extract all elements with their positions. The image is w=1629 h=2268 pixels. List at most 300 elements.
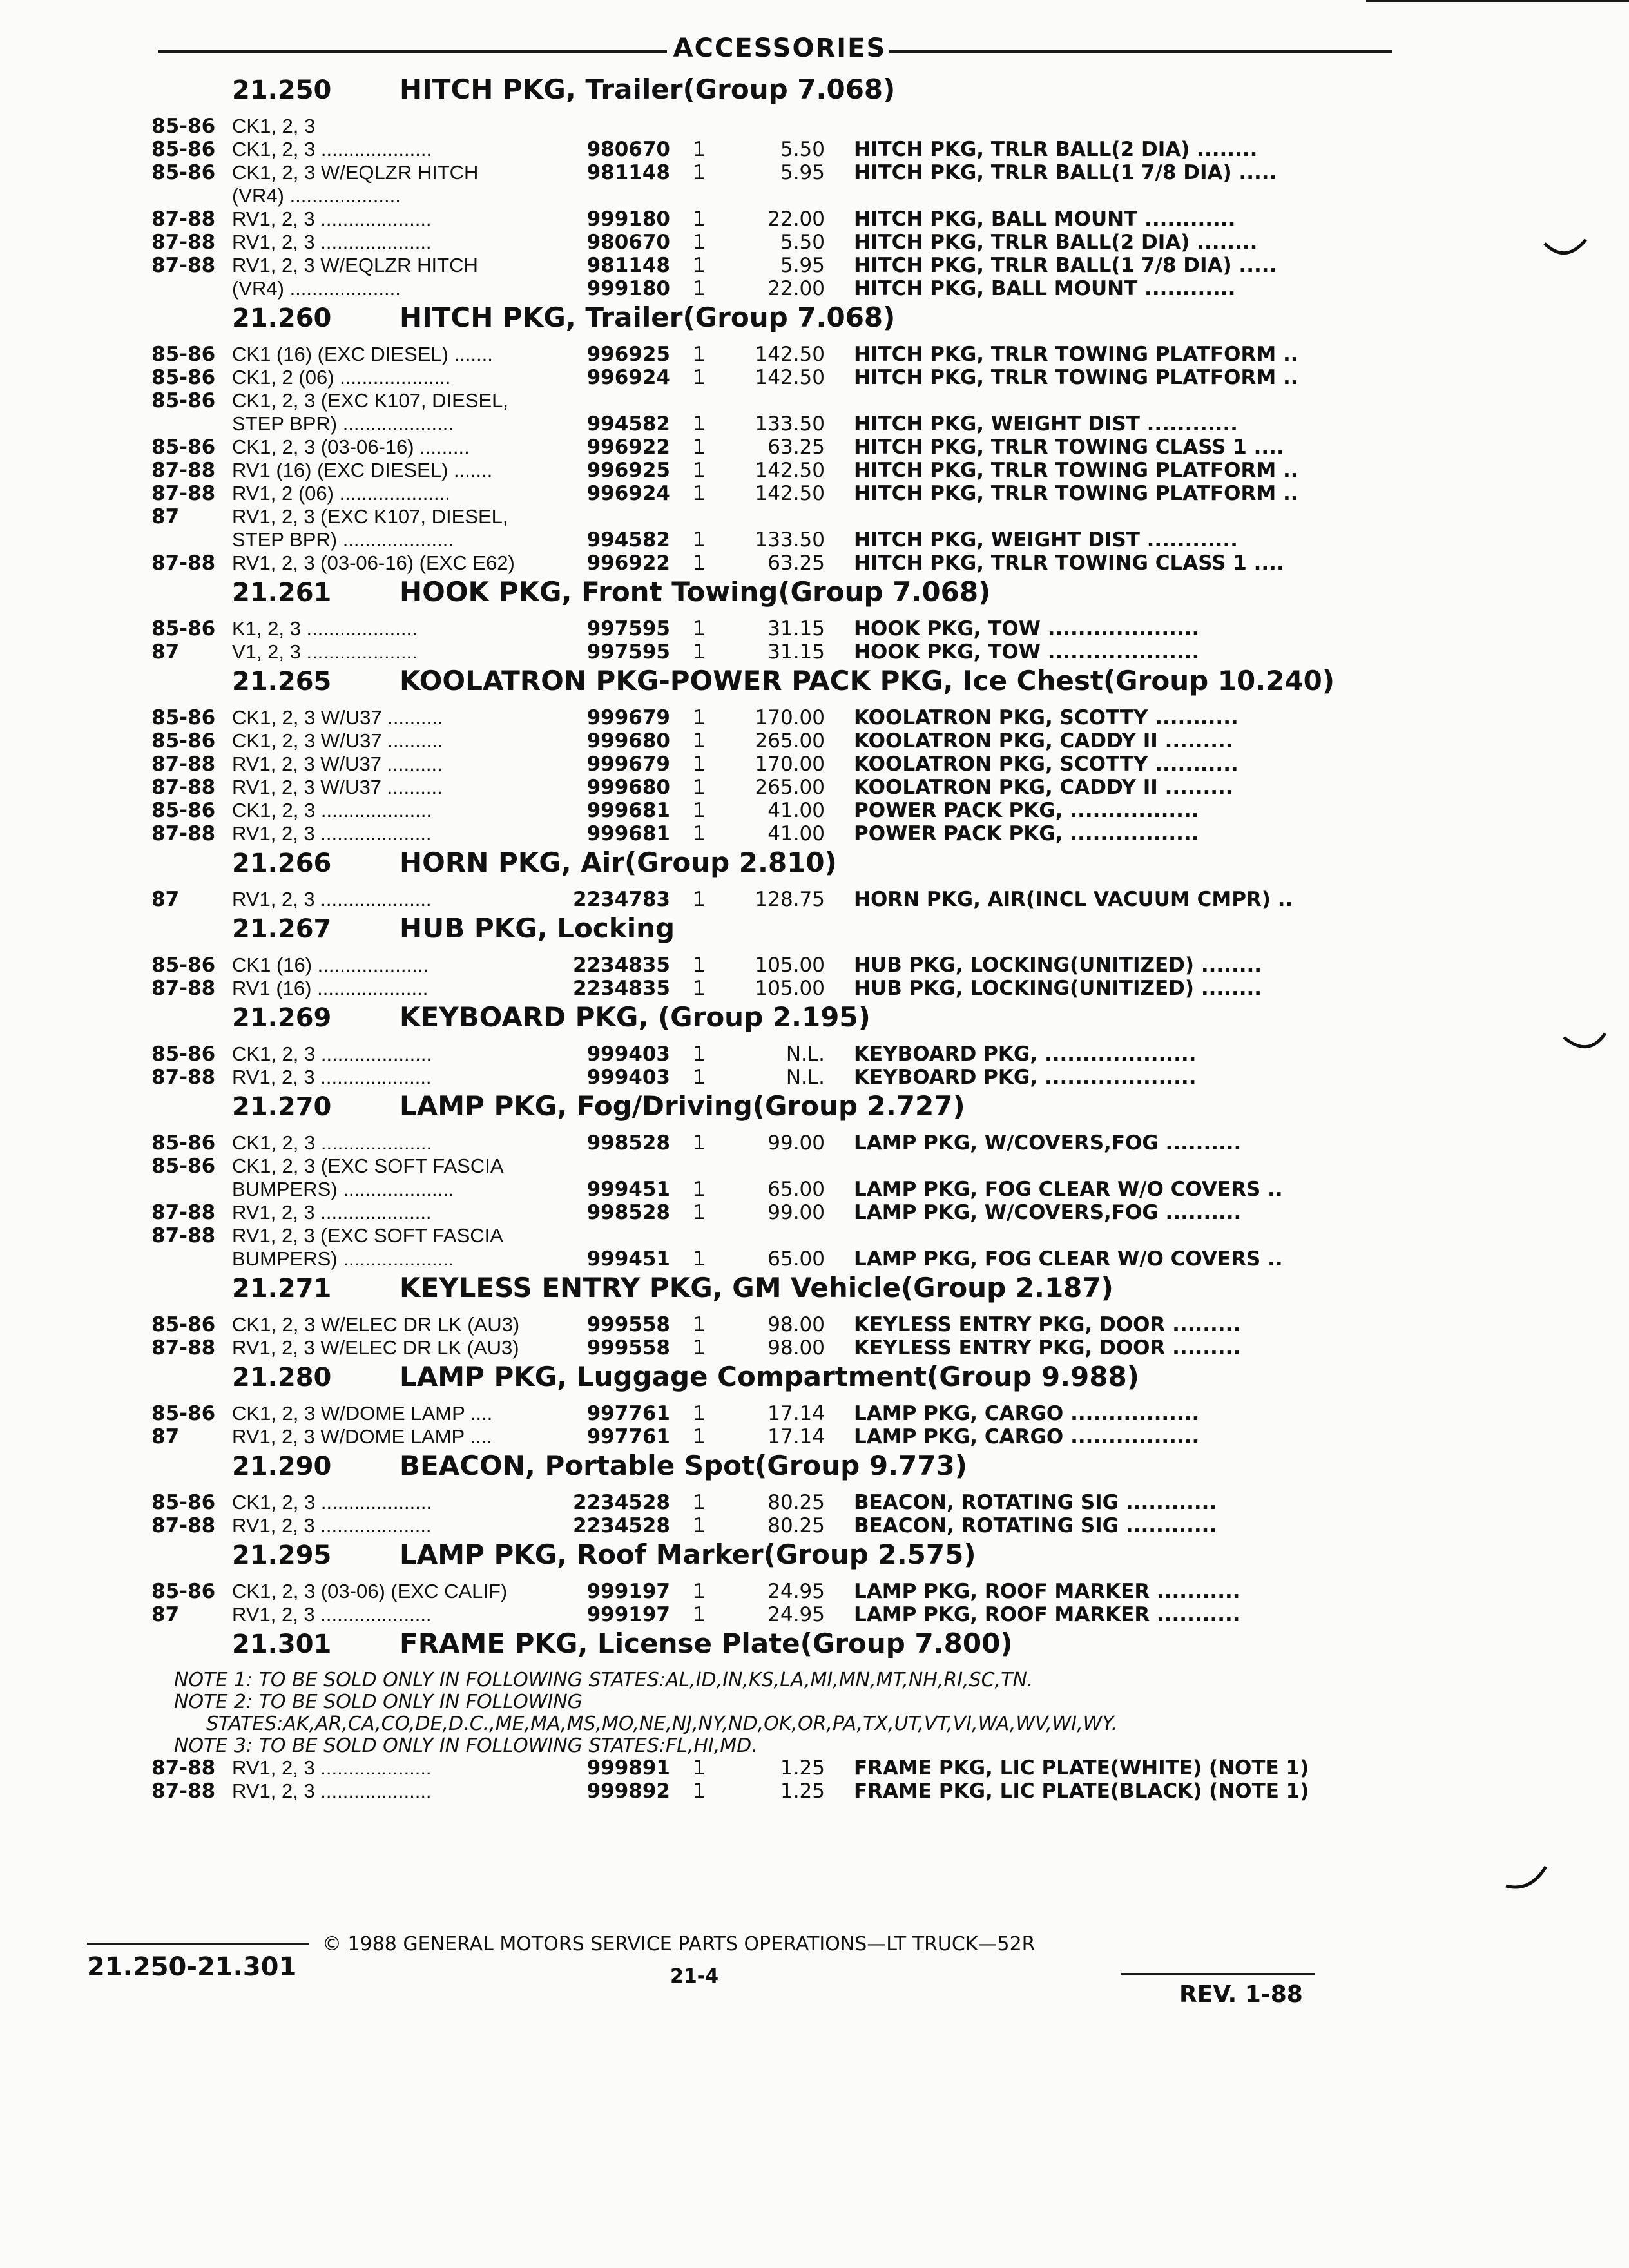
quantity: 1 bbox=[693, 207, 706, 231]
list-price: 142.50 bbox=[755, 366, 825, 389]
section-heading bbox=[0, 1448, 1629, 1491]
part-row bbox=[0, 977, 1629, 1000]
part-description: HITCH PKG, BALL MOUNT ............ bbox=[854, 277, 1236, 300]
list-price: 80.25 bbox=[767, 1514, 825, 1537]
top-right-rule bbox=[1366, 0, 1629, 2]
part-description: HOOK PKG, TOW .................... bbox=[854, 640, 1200, 664]
model-years: 87 bbox=[151, 1603, 180, 1626]
model-applicability: RV1, 2, 3 W/U37 .......... bbox=[232, 776, 443, 798]
part-description: BEACON, ROTATING SIG ............ bbox=[854, 1491, 1217, 1514]
model-years: 87-88 bbox=[151, 231, 216, 254]
quantity: 1 bbox=[693, 482, 706, 505]
model-applicability: RV1 (16) .................... bbox=[232, 977, 429, 999]
quantity: 1 bbox=[693, 888, 706, 911]
list-price: 128.75 bbox=[755, 888, 825, 911]
part-number: 2234528 bbox=[573, 1491, 670, 1514]
list-price: 63.25 bbox=[767, 436, 825, 459]
part-description: LAMP PKG, ROOF MARKER ........... bbox=[854, 1603, 1240, 1626]
model-applicability: (VR4) .................... bbox=[232, 277, 401, 300]
model-applicability: RV1, 2 (06) .................... bbox=[232, 482, 450, 505]
list-price: 1.25 bbox=[780, 1756, 825, 1780]
part-number: 999680 bbox=[586, 776, 670, 799]
section-number: 21.260 bbox=[232, 303, 332, 333]
section-number: 21.261 bbox=[232, 578, 332, 608]
quantity: 1 bbox=[693, 617, 706, 640]
part-number: 999558 bbox=[586, 1313, 670, 1336]
part-row bbox=[0, 1603, 1629, 1626]
list-price: 133.50 bbox=[755, 528, 825, 552]
part-number: 999403 bbox=[586, 1066, 670, 1089]
model-applicability: RV1, 2, 3 .................... bbox=[232, 207, 432, 230]
section-heading bbox=[0, 1271, 1629, 1313]
model-applicability: RV1, 2, 3 W/DOME LAMP .... bbox=[232, 1425, 492, 1448]
part-number: 999451 bbox=[586, 1247, 670, 1271]
part-number: 980670 bbox=[586, 138, 670, 161]
list-price: 5.50 bbox=[780, 138, 825, 161]
part-description: LAMP PKG, W/COVERS,FOG .......... bbox=[854, 1131, 1242, 1155]
part-number: 996925 bbox=[586, 343, 670, 366]
part-row bbox=[0, 184, 1629, 207]
model-years: 85-86 bbox=[151, 617, 216, 640]
part-description: KOOLATRON PKG, CADDY II ......... bbox=[854, 776, 1233, 799]
part-description: HITCH PKG, TRLR BALL(1 7/8 DIA) ..... bbox=[854, 161, 1277, 184]
model-applicability: CK1, 2, 3 W/EQLZR HITCH bbox=[232, 161, 479, 184]
quantity: 1 bbox=[693, 366, 706, 389]
part-number: 996925 bbox=[586, 459, 670, 482]
section-note: STATES:AK,AR,CA,CO,DE,D.C.,ME,MA,MS,MO,NE,NJ,NY,ND,OK,OR,PA,TX,UT,VT,VI,WA,WV,WI,WY. bbox=[206, 1713, 1118, 1735]
part-description: BEACON, ROTATING SIG ............ bbox=[854, 1514, 1217, 1537]
model-applicability: RV1, 2, 3 W/EQLZR HITCH bbox=[232, 254, 478, 276]
quantity: 1 bbox=[693, 161, 706, 184]
model-applicability: CK1, 2, 3 W/ELEC DR LK (AU3) bbox=[232, 1313, 520, 1336]
part-row bbox=[0, 1178, 1629, 1201]
model-applicability: CK1, 2, 3 W/U37 .......... bbox=[232, 706, 443, 729]
quantity: 1 bbox=[693, 1603, 706, 1626]
part-description: POWER PACK PKG, ................. bbox=[854, 822, 1199, 845]
list-price: 17.14 bbox=[767, 1402, 825, 1425]
list-price: 63.25 bbox=[767, 552, 825, 575]
list-price: 5.95 bbox=[780, 254, 825, 277]
part-description: HUB PKG, LOCKING(UNITIZED) ........ bbox=[854, 954, 1262, 977]
section-heading bbox=[0, 1360, 1629, 1402]
part-description: LAMP PKG, CARGO ................. bbox=[854, 1402, 1200, 1425]
list-price: N.L. bbox=[786, 1043, 825, 1066]
model-applicability: RV1, 2, 3 .................... bbox=[232, 1066, 432, 1088]
quantity: 1 bbox=[693, 436, 706, 459]
quantity: 1 bbox=[693, 640, 706, 664]
part-number: 981148 bbox=[586, 161, 670, 184]
quantity: 1 bbox=[693, 753, 706, 776]
list-price: 65.00 bbox=[767, 1178, 825, 1201]
model-applicability: K1, 2, 3 .................... bbox=[232, 617, 418, 640]
part-number: 999681 bbox=[586, 822, 670, 845]
part-row bbox=[0, 115, 1629, 138]
section-heading bbox=[0, 1000, 1629, 1043]
model-years: 85-86 bbox=[151, 115, 216, 138]
part-row bbox=[0, 1514, 1629, 1537]
part-description: HITCH PKG, TRLR TOWING PLATFORM .. bbox=[854, 366, 1298, 389]
part-row bbox=[0, 552, 1629, 575]
part-row bbox=[0, 1780, 1629, 1803]
list-price: 1.25 bbox=[780, 1780, 825, 1803]
list-price: 170.00 bbox=[755, 706, 825, 729]
list-price: 22.00 bbox=[767, 277, 825, 300]
quantity: 1 bbox=[693, 799, 706, 822]
part-row bbox=[0, 1580, 1629, 1603]
model-years: 87-88 bbox=[151, 1756, 216, 1780]
section-number: 21.295 bbox=[232, 1541, 332, 1570]
model-applicability: CK1, 2, 3 (03-06-16) ......... bbox=[232, 436, 470, 458]
part-row bbox=[0, 954, 1629, 977]
part-row bbox=[0, 1247, 1629, 1271]
section-title: HITCH PKG, Trailer(Group 7.068) bbox=[400, 73, 896, 105]
part-row bbox=[0, 799, 1629, 822]
list-price: 98.00 bbox=[767, 1313, 825, 1336]
part-number: 994582 bbox=[586, 412, 670, 436]
model-applicability: BUMPERS) .................... bbox=[232, 1178, 454, 1200]
model-years: 87 bbox=[151, 1425, 180, 1448]
part-number: 999679 bbox=[586, 706, 670, 729]
model-years: 85-86 bbox=[151, 343, 216, 366]
part-row bbox=[0, 1336, 1629, 1360]
list-price: 41.00 bbox=[767, 799, 825, 822]
model-years: 87 bbox=[151, 888, 180, 911]
part-description: LAMP PKG, W/COVERS,FOG .......... bbox=[854, 1201, 1242, 1224]
section-title: KOOLATRON PKG-POWER PACK PKG, Ice Chest(Group 10.240) bbox=[400, 665, 1335, 697]
model-applicability: CK1, 2, 3 .................... bbox=[232, 1043, 432, 1065]
part-number: 981148 bbox=[586, 254, 670, 277]
part-number: 997761 bbox=[586, 1425, 670, 1448]
model-years: 85-86 bbox=[151, 366, 216, 389]
model-years: 87-88 bbox=[151, 1066, 216, 1089]
part-row bbox=[0, 436, 1629, 459]
quantity: 1 bbox=[693, 1131, 706, 1155]
part-row bbox=[0, 1425, 1629, 1448]
part-number: 999197 bbox=[586, 1603, 670, 1626]
part-description: HITCH PKG, TRLR TOWING CLASS 1 .... bbox=[854, 436, 1284, 459]
model-years: 85-86 bbox=[151, 436, 216, 459]
model-years: 85-86 bbox=[151, 1043, 216, 1066]
model-applicability: RV1, 2, 3 (03-06-16) (EXC E62) bbox=[232, 552, 515, 574]
part-description: KOOLATRON PKG, CADDY II ......... bbox=[854, 729, 1233, 753]
part-description: FRAME PKG, LIC PLATE(BLACK) (NOTE 1) bbox=[854, 1780, 1309, 1803]
part-row bbox=[0, 729, 1629, 753]
list-price: 5.50 bbox=[780, 231, 825, 254]
part-description: LAMP PKG, FOG CLEAR W/O COVERS .. bbox=[854, 1178, 1283, 1201]
list-price: 142.50 bbox=[755, 343, 825, 366]
section-title: HORN PKG, Air(Group 2.810) bbox=[400, 847, 837, 878]
model-applicability: CK1 (16) .................... bbox=[232, 954, 429, 976]
part-description: KEYLESS ENTRY PKG, DOOR ......... bbox=[854, 1336, 1241, 1360]
quantity: 1 bbox=[693, 412, 706, 436]
part-description: KEYLESS ENTRY PKG, DOOR ......... bbox=[854, 1313, 1241, 1336]
list-price: 31.15 bbox=[767, 640, 825, 664]
model-applicability: CK1, 2, 3 bbox=[232, 115, 316, 137]
quantity: 1 bbox=[693, 1336, 706, 1360]
part-description: HITCH PKG, TRLR BALL(2 DIA) ........ bbox=[854, 231, 1258, 254]
binder-hole-mark-3 bbox=[1505, 1865, 1550, 1898]
model-applicability: CK1, 2 (06) .................... bbox=[232, 366, 451, 389]
part-description: HITCH PKG, TRLR TOWING PLATFORM .. bbox=[854, 343, 1298, 366]
list-price: 98.00 bbox=[767, 1336, 825, 1360]
footer-copyright: © 1988 GENERAL MOTORS SERVICE PARTS OPERATIONS—LT TRUCK—52R bbox=[322, 1933, 1036, 1956]
list-price: N.L. bbox=[786, 1066, 825, 1089]
quantity: 1 bbox=[693, 254, 706, 277]
section-heading bbox=[0, 575, 1629, 617]
footer-rule-right bbox=[1121, 1973, 1315, 1975]
model-applicability: RV1, 2, 3 .................... bbox=[232, 231, 432, 253]
model-applicability: RV1, 2, 3 .................... bbox=[232, 1756, 432, 1779]
part-description: HITCH PKG, TRLR TOWING CLASS 1 .... bbox=[854, 552, 1284, 575]
model-years: 87-88 bbox=[151, 776, 216, 799]
part-row bbox=[0, 1066, 1629, 1089]
list-price: 5.95 bbox=[780, 161, 825, 184]
part-row bbox=[0, 459, 1629, 482]
part-number: 997595 bbox=[586, 640, 670, 664]
quantity: 1 bbox=[693, 1402, 706, 1425]
part-row bbox=[0, 1313, 1629, 1336]
section-number: 21.267 bbox=[232, 914, 332, 944]
model-applicability: RV1, 2, 3 .................... bbox=[232, 1514, 432, 1537]
section-number: 21.250 bbox=[232, 75, 332, 105]
section-heading bbox=[0, 1089, 1629, 1131]
part-row bbox=[0, 1224, 1629, 1247]
part-number: 996924 bbox=[586, 366, 670, 389]
quantity: 1 bbox=[693, 1514, 706, 1537]
section-title: HITCH PKG, Trailer(Group 7.068) bbox=[400, 302, 896, 333]
quantity: 1 bbox=[693, 1201, 706, 1224]
model-applicability: RV1, 2, 3 W/U37 .......... bbox=[232, 753, 443, 775]
model-years: 87 bbox=[151, 505, 180, 528]
model-years: 87-88 bbox=[151, 552, 216, 575]
model-years: 85-86 bbox=[151, 799, 216, 822]
quantity: 1 bbox=[693, 1313, 706, 1336]
model-applicability: RV1, 2, 3 .................... bbox=[232, 1780, 432, 1802]
model-applicability: RV1, 2, 3 .................... bbox=[232, 1603, 432, 1626]
quantity: 1 bbox=[693, 231, 706, 254]
section-title: LAMP PKG, Fog/Driving(Group 2.727) bbox=[400, 1090, 965, 1122]
section-note: NOTE 2: TO BE SOLD ONLY IN FOLLOWING bbox=[174, 1691, 583, 1713]
footer-page-number: 21-4 bbox=[670, 1965, 719, 1988]
part-description: HITCH PKG, TRLR BALL(1 7/8 DIA) ..... bbox=[854, 254, 1277, 277]
part-description: HUB PKG, LOCKING(UNITIZED) ........ bbox=[854, 977, 1262, 1000]
model-years: 87-88 bbox=[151, 1780, 216, 1803]
part-description: HORN PKG, AIR(INCL VACUUM CMPR) .. bbox=[854, 888, 1293, 911]
section-title: KEYBOARD PKG, (Group 2.195) bbox=[400, 1001, 871, 1033]
model-years: 87-88 bbox=[151, 977, 216, 1000]
model-years: 87-88 bbox=[151, 822, 216, 845]
section-heading bbox=[0, 1537, 1629, 1580]
part-description: HOOK PKG, TOW .................... bbox=[854, 617, 1200, 640]
quantity: 1 bbox=[693, 343, 706, 366]
footer-section-range: 21.250-21.301 bbox=[87, 1952, 297, 1982]
part-row bbox=[0, 706, 1629, 729]
header-rule-left bbox=[158, 50, 667, 53]
quantity: 1 bbox=[693, 1178, 706, 1201]
quantity: 1 bbox=[693, 977, 706, 1000]
section-number: 21.270 bbox=[232, 1092, 332, 1122]
part-row bbox=[0, 1043, 1629, 1066]
parts-listing bbox=[0, 72, 1629, 1803]
part-number: 998528 bbox=[586, 1131, 670, 1155]
part-number: 999892 bbox=[586, 1780, 670, 1803]
list-price: 142.50 bbox=[755, 482, 825, 505]
section-note: NOTE 3: TO BE SOLD ONLY IN FOLLOWING STATES:FL,HI,MD. bbox=[174, 1735, 758, 1757]
part-description: LAMP PKG, FOG CLEAR W/O COVERS .. bbox=[854, 1247, 1283, 1271]
part-description: KOOLATRON PKG, SCOTTY ........... bbox=[854, 753, 1239, 776]
part-row bbox=[0, 161, 1629, 184]
model-years: 87-88 bbox=[151, 207, 216, 231]
list-price: 31.15 bbox=[767, 617, 825, 640]
part-row bbox=[0, 640, 1629, 664]
model-years: 85-86 bbox=[151, 1313, 216, 1336]
quantity: 1 bbox=[693, 459, 706, 482]
model-years: 85-86 bbox=[151, 706, 216, 729]
part-description: HITCH PKG, TRLR TOWING PLATFORM .. bbox=[854, 482, 1298, 505]
part-row bbox=[0, 1201, 1629, 1224]
model-applicability: RV1 (16) (EXC DIESEL) ....... bbox=[232, 459, 493, 481]
quantity: 1 bbox=[693, 954, 706, 977]
quantity: 1 bbox=[693, 706, 706, 729]
model-years: 87-88 bbox=[151, 1336, 216, 1360]
model-years: 87 bbox=[151, 640, 180, 664]
part-description: KOOLATRON PKG, SCOTTY ........... bbox=[854, 706, 1239, 729]
section-number: 21.265 bbox=[232, 667, 332, 697]
model-applicability: CK1, 2, 3 W/U37 .......... bbox=[232, 729, 443, 752]
quantity: 1 bbox=[693, 552, 706, 575]
model-applicability: CK1, 2, 3 .................... bbox=[232, 799, 432, 822]
part-row bbox=[0, 343, 1629, 366]
quantity: 1 bbox=[693, 277, 706, 300]
section-number: 21.271 bbox=[232, 1274, 332, 1303]
part-number: 998528 bbox=[586, 1201, 670, 1224]
quantity: 1 bbox=[693, 528, 706, 552]
model-years: 85-86 bbox=[151, 729, 216, 753]
part-number: 999558 bbox=[586, 1336, 670, 1360]
section-title: BEACON, Portable Spot(Group 9.773) bbox=[400, 1450, 967, 1481]
model-applicability: V1, 2, 3 .................... bbox=[232, 640, 418, 663]
binder-hole-mark-2 bbox=[1563, 1031, 1608, 1063]
part-row bbox=[0, 1131, 1629, 1155]
model-applicability: RV1, 2, 3 .................... bbox=[232, 822, 432, 845]
footer-rule-left bbox=[87, 1943, 309, 1945]
part-row bbox=[0, 888, 1629, 911]
quantity: 1 bbox=[693, 1491, 706, 1514]
part-row bbox=[0, 138, 1629, 161]
model-years: 87-88 bbox=[151, 459, 216, 482]
model-years: 85-86 bbox=[151, 138, 216, 161]
section-number: 21.266 bbox=[232, 849, 332, 878]
part-number: 999403 bbox=[586, 1043, 670, 1066]
model-applicability: CK1 (16) (EXC DIESEL) ....... bbox=[232, 343, 493, 365]
model-years: 87-88 bbox=[151, 753, 216, 776]
part-description: POWER PACK PKG, ................. bbox=[854, 799, 1199, 822]
part-description: HITCH PKG, WEIGHT DIST ............ bbox=[854, 412, 1238, 436]
part-row bbox=[0, 412, 1629, 436]
model-applicability: CK1, 2, 3 W/DOME LAMP .... bbox=[232, 1402, 493, 1425]
part-number: 999197 bbox=[586, 1580, 670, 1603]
list-price: 17.14 bbox=[767, 1425, 825, 1448]
part-number: 999891 bbox=[586, 1756, 670, 1780]
part-row bbox=[0, 528, 1629, 552]
page-title: ACCESSORIES bbox=[673, 34, 887, 63]
quantity: 1 bbox=[693, 729, 706, 753]
model-years: 85-86 bbox=[151, 1491, 216, 1514]
list-price: 170.00 bbox=[755, 753, 825, 776]
part-number: 2234835 bbox=[573, 977, 670, 1000]
part-row bbox=[0, 366, 1629, 389]
quantity: 1 bbox=[693, 1780, 706, 1803]
part-description: HITCH PKG, WEIGHT DIST ............ bbox=[854, 528, 1238, 552]
part-number: 999679 bbox=[586, 753, 670, 776]
quantity: 1 bbox=[693, 1425, 706, 1448]
part-number: 996922 bbox=[586, 552, 670, 575]
part-description: HITCH PKG, TRLR TOWING PLATFORM .. bbox=[854, 459, 1298, 482]
model-applicability: CK1, 2, 3 (EXC SOFT FASCIA bbox=[232, 1155, 504, 1177]
part-row bbox=[0, 207, 1629, 231]
section-number: 21.290 bbox=[232, 1452, 332, 1481]
part-row bbox=[0, 482, 1629, 505]
section-heading bbox=[0, 664, 1629, 706]
part-description: KEYBOARD PKG, .................... bbox=[854, 1043, 1197, 1066]
model-applicability: RV1, 2, 3 W/ELEC DR LK (AU3) bbox=[232, 1336, 519, 1359]
part-number: 980670 bbox=[586, 231, 670, 254]
model-years: 87-88 bbox=[151, 1514, 216, 1537]
list-price: 133.50 bbox=[755, 412, 825, 436]
list-price: 80.25 bbox=[767, 1491, 825, 1514]
section-title: LAMP PKG, Luggage Compartment(Group 9.988) bbox=[400, 1361, 1139, 1392]
part-description: FRAME PKG, LIC PLATE(WHITE) (NOTE 1) bbox=[854, 1756, 1309, 1780]
model-applicability: RV1, 2, 3 (EXC SOFT FASCIA bbox=[232, 1224, 503, 1247]
quantity: 1 bbox=[693, 1247, 706, 1271]
model-applicability: CK1, 2, 3 .................... bbox=[232, 1491, 432, 1514]
model-applicability: BUMPERS) .................... bbox=[232, 1247, 454, 1270]
section-number: 21.280 bbox=[232, 1363, 332, 1392]
part-row bbox=[0, 822, 1629, 845]
list-price: 22.00 bbox=[767, 207, 825, 231]
model-applicability: RV1, 2, 3 .................... bbox=[232, 888, 432, 910]
part-row bbox=[0, 231, 1629, 254]
part-number: 997761 bbox=[586, 1402, 670, 1425]
part-number: 994582 bbox=[586, 528, 670, 552]
part-row bbox=[0, 389, 1629, 412]
part-description: HITCH PKG, TRLR BALL(2 DIA) ........ bbox=[854, 138, 1258, 161]
model-years: 85-86 bbox=[151, 1580, 216, 1603]
model-years: 87-88 bbox=[151, 254, 216, 277]
list-price: 41.00 bbox=[767, 822, 825, 845]
section-heading bbox=[0, 911, 1629, 954]
part-number: 999681 bbox=[586, 799, 670, 822]
model-years: 87-88 bbox=[151, 1224, 216, 1247]
section-heading bbox=[0, 845, 1629, 888]
list-price: 24.95 bbox=[767, 1580, 825, 1603]
part-row bbox=[0, 277, 1629, 300]
model-applicability: CK1, 2, 3 (EXC K107, DIESEL, bbox=[232, 389, 509, 412]
list-price: 142.50 bbox=[755, 459, 825, 482]
model-applicability: RV1, 2, 3 .................... bbox=[232, 1201, 432, 1224]
quantity: 1 bbox=[693, 822, 706, 845]
part-row bbox=[0, 1402, 1629, 1425]
part-number: 996924 bbox=[586, 482, 670, 505]
model-applicability: (VR4) .................... bbox=[232, 184, 401, 207]
model-years: 87-88 bbox=[151, 482, 216, 505]
part-row bbox=[0, 1756, 1629, 1780]
list-price: 265.00 bbox=[755, 776, 825, 799]
model-applicability: CK1, 2, 3 (03-06) (EXC CALIF) bbox=[232, 1580, 508, 1602]
section-note: NOTE 1: TO BE SOLD ONLY IN FOLLOWING STATES:AL,ID,IN,KS,LA,MI,MN,MT,NH,RI,SC,TN. bbox=[174, 1669, 1034, 1691]
part-number: 996922 bbox=[586, 436, 670, 459]
part-number: 999680 bbox=[586, 729, 670, 753]
